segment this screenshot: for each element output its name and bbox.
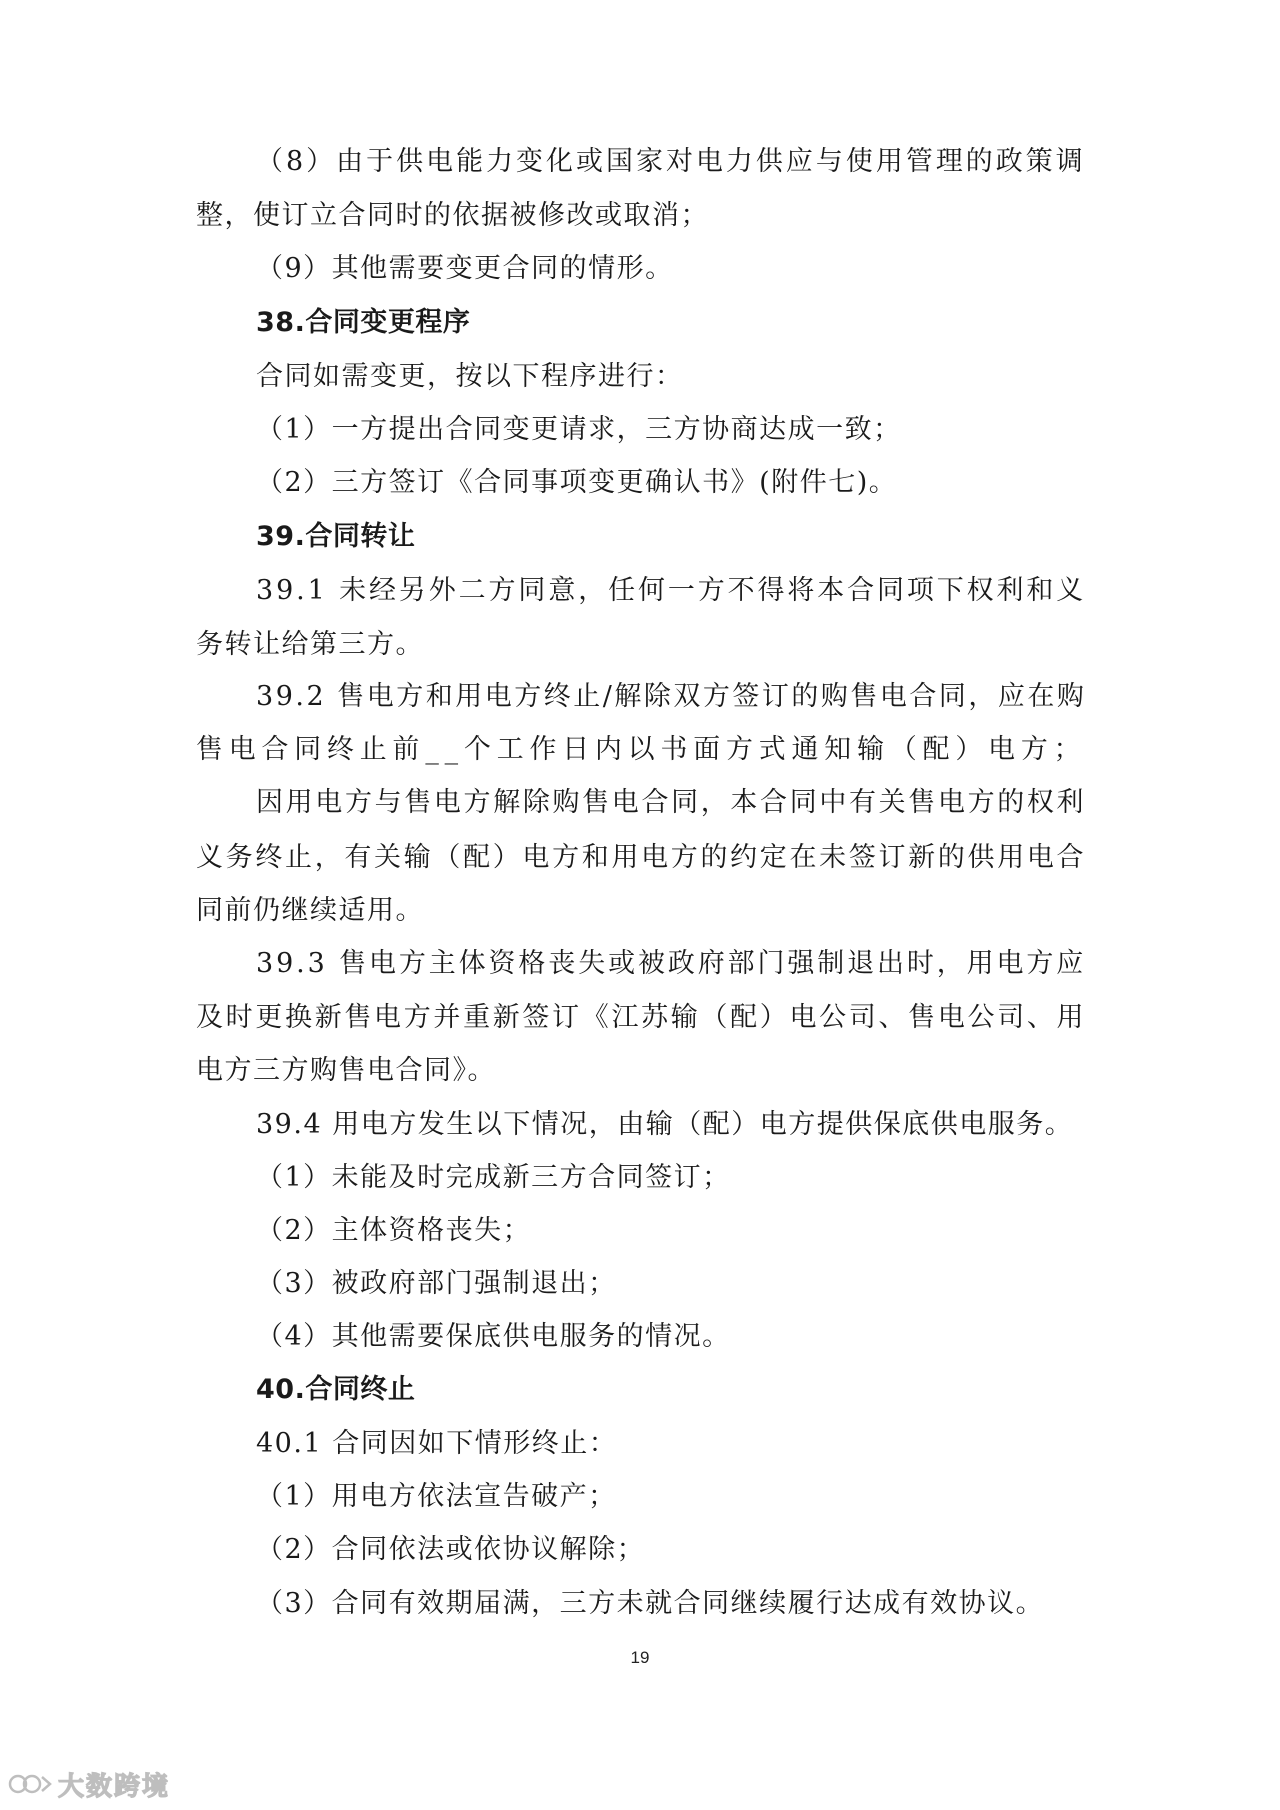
paragraph-line: 合同如需变更，按以下程序进行：: [256, 361, 684, 392]
section-heading: 39.合同转让: [256, 521, 416, 552]
paragraph-line: 及时更换新售电方并重新签订《江苏输（配）电公司、售电公司、用: [196, 1002, 1087, 1033]
paragraph-line: 整，使订立合同时的依据被修改或取消；: [196, 200, 709, 231]
paragraph-line: （2）主体资格丧失；: [256, 1215, 532, 1246]
paragraph-line: 因用电方与售电方解除购售电合同，本合同中有关售电方的权利: [256, 787, 1087, 818]
paragraph-line: 售电合同终止前__个工作日内以书面方式通知输（配）电方；: [196, 734, 1087, 765]
paragraph-line: 39.2 售电方和用电方终止/解除双方签订的购售电合同，应在购: [256, 681, 1087, 712]
paragraph-line: （3）合同有效期届满，三方未就合同继续履行达成有效协议。: [256, 1588, 1045, 1619]
paragraph-line: 务转让给第三方。: [196, 629, 424, 660]
paragraph-line: 40.1 合同因如下情形终止：: [256, 1428, 618, 1459]
paragraph-line: 39.3 售电方主体资格丧失或被政府部门强制退出时，用电方应: [256, 948, 1087, 979]
ebrun-logo-icon: [8, 1769, 52, 1799]
paragraph-line: （3）被政府部门强制退出；: [256, 1268, 617, 1299]
paragraph-line: 同前仍继续适用。: [196, 895, 424, 926]
section-heading: 38.合同变更程序: [256, 307, 471, 338]
paragraph-line: （2）合同依法或依协议解除；: [256, 1534, 646, 1565]
watermark-text: 大数跨境: [58, 1771, 171, 1802]
paragraph-line: 39.1 未经另外二方同意，任何一方不得将本合同项下权利和义: [256, 575, 1087, 606]
paragraph-line: （9）其他需要变更合同的情形。: [256, 253, 674, 284]
paragraph-line: 义务终止，有关输（配）电方和用电方的约定在未签订新的供用电合: [196, 842, 1087, 873]
paragraph-line: （1）用电方依法宣告破产；: [256, 1481, 617, 1512]
paragraph-line: （4）其他需要保底供电服务的情况。: [256, 1321, 731, 1352]
paragraph-line: （8）由于供电能力变化或国家对电力供应与使用管理的政策调: [256, 146, 1086, 177]
paragraph-line: （2）三方签订《合同事项变更确认书》(附件七)。: [256, 467, 898, 498]
paragraph-line: （1）未能及时完成新三方合同签订；: [256, 1162, 731, 1193]
paragraph-line: 电方三方购售电合同》。: [196, 1055, 496, 1086]
paragraph-line: （1）一方提出合同变更请求，三方协商达成一致；: [256, 414, 902, 445]
page-number: 19: [630, 1648, 650, 1667]
paragraph-line: 39.4 用电方发生以下情况，由输（配）电方提供保底供电服务。: [256, 1109, 1074, 1140]
section-heading: 40.合同终止: [256, 1374, 416, 1405]
watermark: [8, 1764, 170, 1804]
